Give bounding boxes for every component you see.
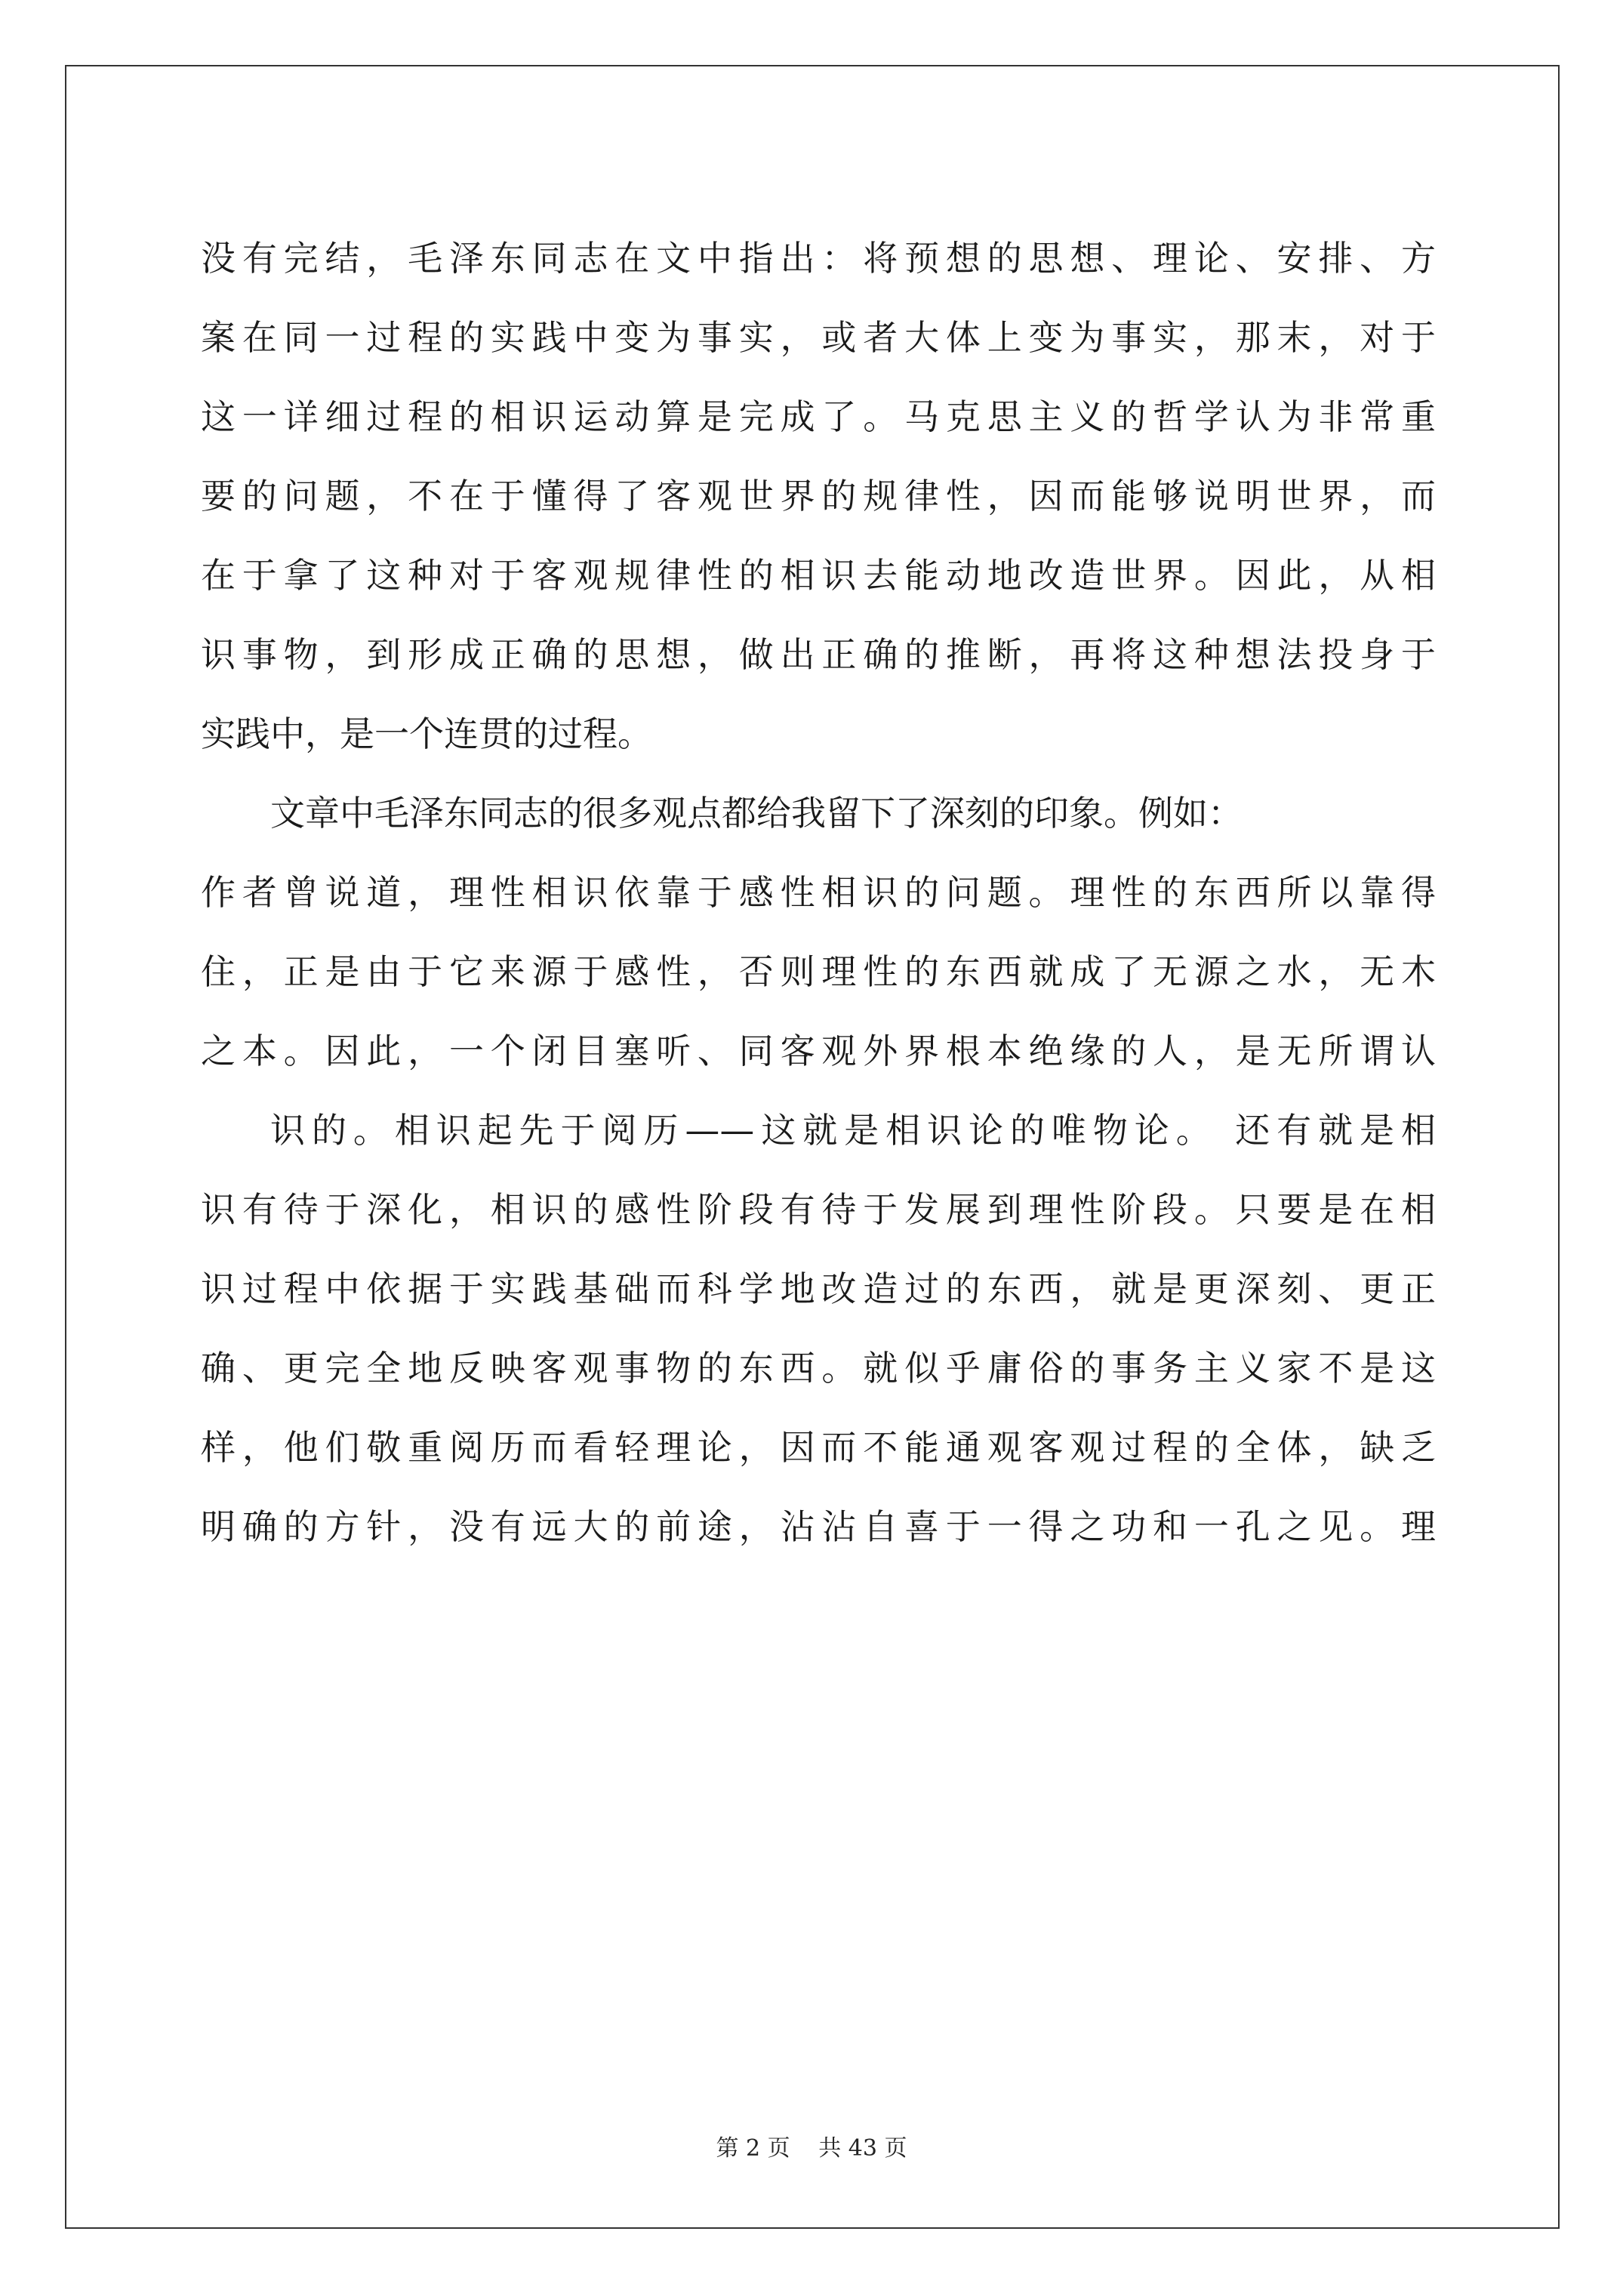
- text-line: 之本。因此，一个闭目塞听、同客观外界根本绝缘的人，是无所谓认: [201, 1031, 1436, 1071]
- document-body: [201, 219, 1436, 1567]
- text-line: 识的。相识起先于阅历——这就是相识论的唯物论。 还有就是相: [270, 1110, 1436, 1151]
- page-number: 第 2 页: [716, 2135, 790, 2162]
- text-line: 要的问题，不在于懂得了客观世界的规律性，因而能够说明世界，而: [201, 476, 1436, 516]
- page-total: 共 43 页: [818, 2135, 907, 2162]
- text-line: 案在同一过程的实践中变为事实，或者大体上变为事实，那末，对于: [201, 317, 1436, 358]
- text-line: 样，他们敬重阅历而看轻理论，因而不能通观客观过程的全体，缺乏: [201, 1427, 1436, 1468]
- text-line: 识过程中依据于实践基础而科学地改造过的东西，就是更深刻、更正: [201, 1268, 1436, 1309]
- text-line: 明确的方针，没有远大的前途，沾沾自喜于一得之功和一孔之见。理: [201, 1506, 1436, 1547]
- text-line: 在于拿了这种对于客观规律性的相识去能动地改造世界。因此，从相: [201, 555, 1436, 596]
- text-line: 没有完结，毛泽东同志在文中指出：将预想的思想、理论、安排、方: [201, 238, 1436, 279]
- text-line: 这一详细过程的相识运动算是完成了。马克思主义的哲学认为非常重: [201, 396, 1436, 437]
- text-line: 实践中，是一个连贯的过程。: [201, 713, 652, 754]
- text-line: 确、更完全地反映客观事物的东西。就似乎庸俗的事务主义家不是这: [201, 1348, 1436, 1388]
- text-line: 作者曾说道，理性相识依靠于感性相识的问题。理性的东西所以靠得: [201, 872, 1436, 913]
- text-line: 识事物，到形成正确的思想，做出正确的推断，再将这种想法投身于: [201, 634, 1436, 675]
- text-line: 识有待于深化，相识的感性阶段有待于发展到理性阶段。只要是在相: [201, 1189, 1436, 1230]
- text-line: 住，正是由于它来源于感性，否则理性的东西就成了无源之水，无木: [201, 951, 1436, 992]
- page-footer: [0, 2129, 1623, 2162]
- text-line: 文章中毛泽东同志的很多观点都给我留下了深刻的印象。例如：: [270, 793, 1243, 834]
